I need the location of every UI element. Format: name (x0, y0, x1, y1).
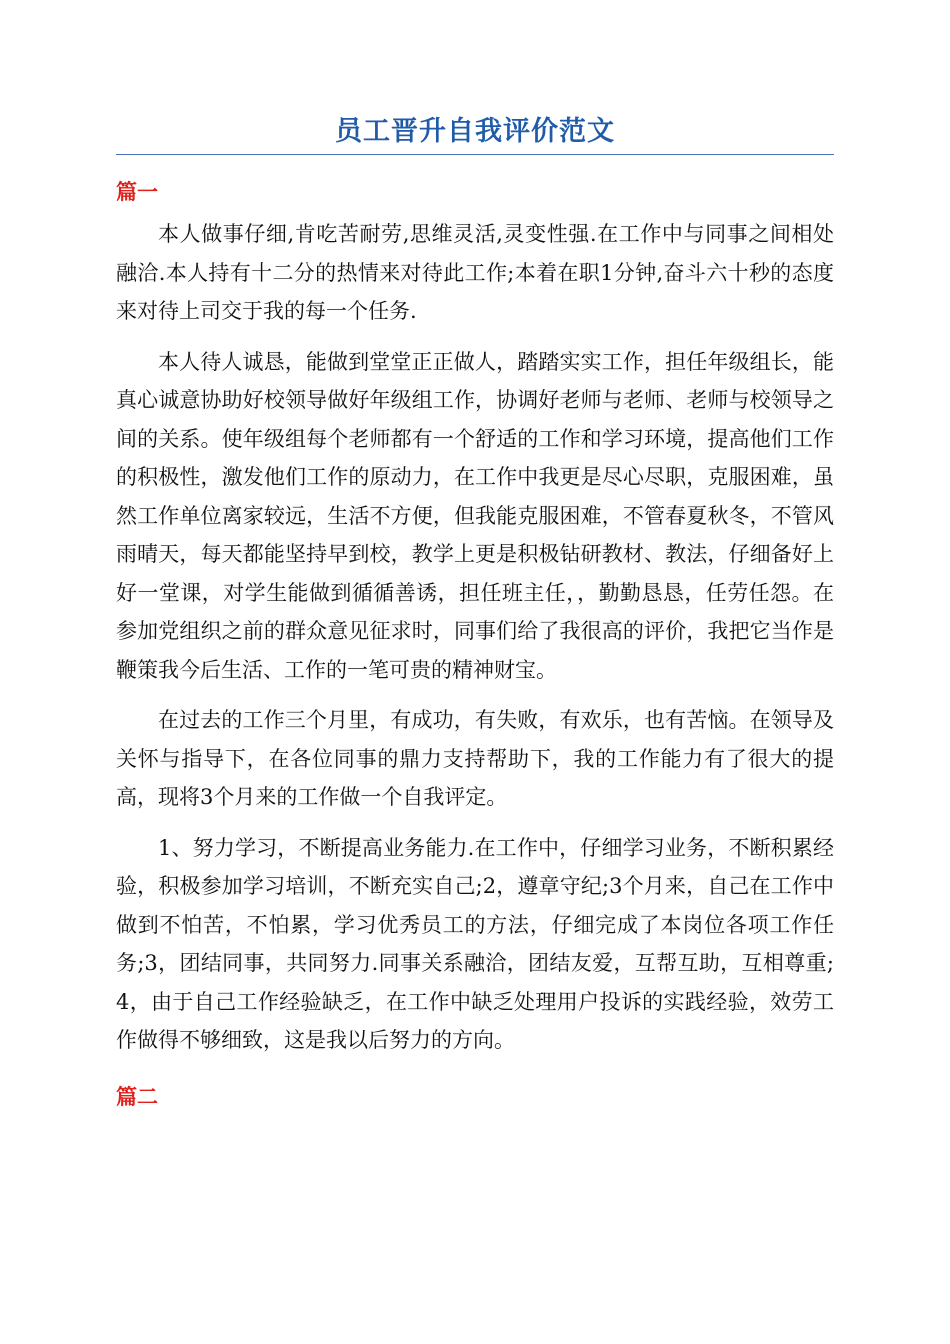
paragraph-1: 本人做事仔细,肯吃苦耐劳,思维灵活,灵变性强.在工作中与同事之间相处融洽.本人持有十二分的热情来对待此工作;本着在职1分钟,奋斗六十秒的态度来对待上司交于我的每一个任务. (116, 222, 834, 323)
section-heading-2: 篇二 (116, 1084, 158, 1109)
paragraph-4: 1、努力学习，不断提高业务能力.在工作中，仔细学习业务，不断积累经验，积极参加学习培训，不断充实自己;2，遵章守纪;3个月来，自己在工作中做到不怕苦，不怕累，学习优秀员工的方法，仔细完成了本岗位各项工作任务;3，团结同事，共同努力.同事关系融洽，团结友爱，互帮互助，互相尊重;4，由于自己工作经验缺乏，在工作中缺乏处理用户投诉的实践经验，效劳工作做得不够细致，这是我以后努力的方向。 (116, 835, 834, 1052)
paragraph-3: 在过去的工作三个月里，有成功，有失败，有欢乐，也有苦恼。在领导及关怀与指导下，在各位同事的鼎力支持帮助下，我的工作能力有了很大的提高，现将3个月来的工作做一个自我评定。 (116, 708, 834, 809)
section-2 (116, 1082, 834, 1112)
title-underline (116, 154, 834, 155)
document-page (116, 112, 834, 1120)
section-heading-1: 篇一 (116, 180, 158, 204)
paragraph-2: 本人待人诚恳，能做到堂堂正正做人，踏踏实实工作，担任年级组长，能真心诚意协助好校领导做好年级组工作，协调好老师与老师、老师与校领导之间的关系。使年级组每个老师都有一个舒适的工作和学习环境，提高他们工作的积极性，激发他们工作的原动力，在工作中我更是尽心尽职，克服困难，虽然工作单位离家较远，生活不方便，但我能克服困难，不管春夏秋冬，不管风雨晴天，每天都能坚持早到校，教学上更是积极钻研教材、教法，仔细备好上好一堂课，对学生能做到循循善诱，担任班主任，，勤勤恳恳，任劳任怨。在参加党组织之前的群众意见征求时，同事们给了我很高的评价，我把它当作是鞭策我今后生活、工作的一笔可贵的精神财宝。 (116, 349, 834, 682)
section-1 (116, 177, 834, 1060)
document-title: 员工晋升自我评价范文 (335, 116, 615, 147)
